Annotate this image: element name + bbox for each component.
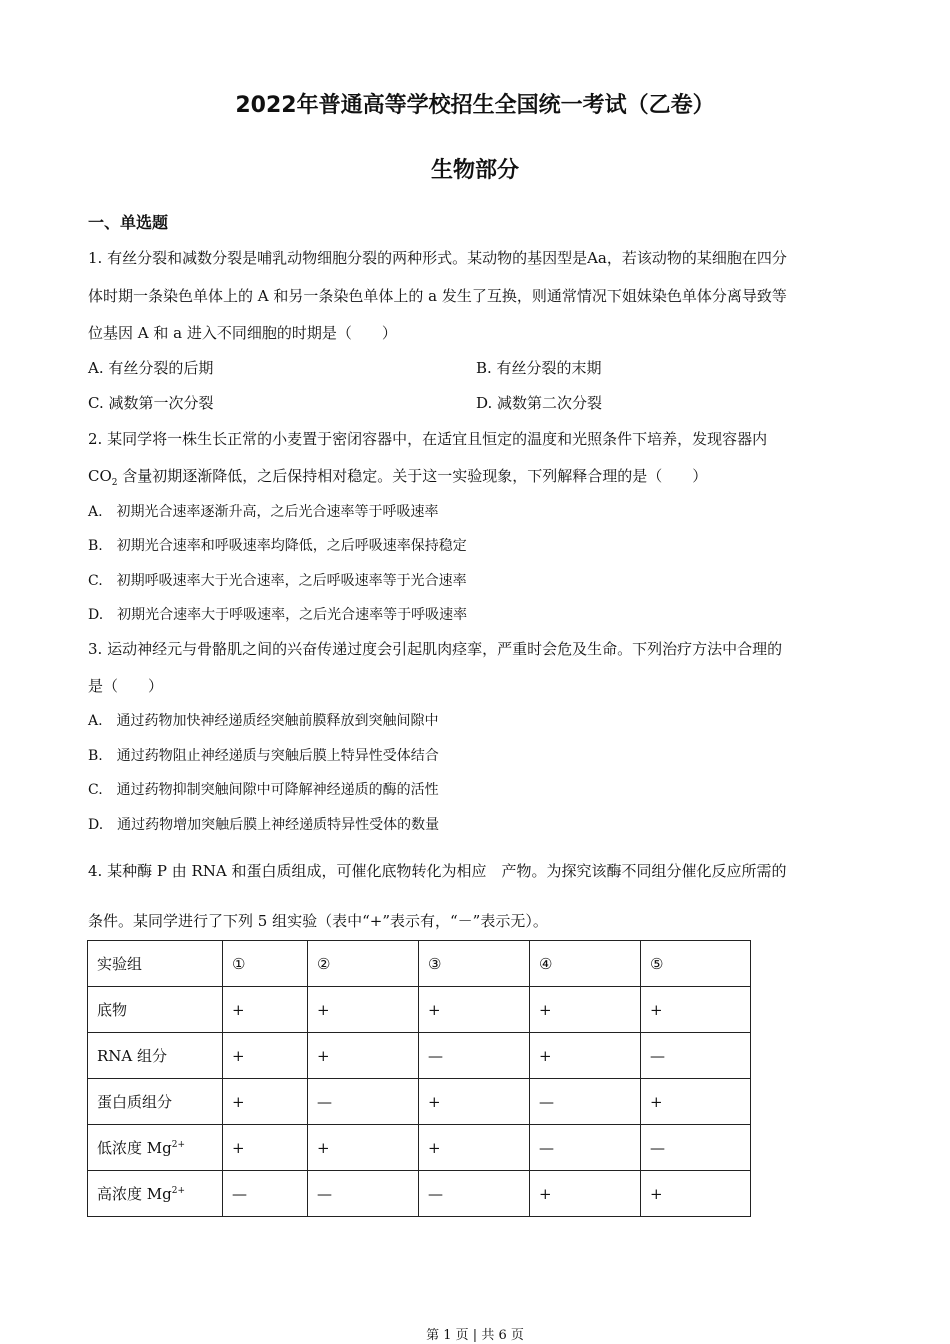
q1-line-3: 位基因 A 和 a 进入不同细胞的时期是（ ） bbox=[88, 324, 397, 342]
table-cell: + bbox=[641, 1079, 751, 1125]
q1-line-2: 体时期一条染色单体上的 A 和另一条染色单体上的 a 发生了互换，则通常情况下姐妹染色单体分离导致等 bbox=[88, 287, 787, 305]
q4-line-1: 4. 某种酶 P 由 RNA 和蛋白质组成，可催化底物转化为相应 产物。为探究该酶不同组分催化反应所需的 bbox=[88, 862, 787, 880]
row-label bbox=[88, 1033, 223, 1079]
table-header-row bbox=[88, 941, 751, 987]
table-header-cell: ② bbox=[308, 941, 419, 987]
row-label-text: 蛋白质组分 bbox=[97, 1093, 173, 1111]
table-header-cell: ⑤ bbox=[641, 941, 751, 987]
table-cell: — bbox=[419, 1033, 530, 1079]
table-cell: — bbox=[419, 1171, 530, 1217]
q1-option-d[interactable]: D. 减数第二次分裂 bbox=[476, 394, 603, 412]
table-header-cell: 实验组 bbox=[88, 941, 223, 987]
row-label-sup: 2+ bbox=[171, 1186, 186, 1196]
q3-option-b[interactable]: B. 通过药物阻止神经递质与突触后膜上特异性受体结合 bbox=[88, 748, 439, 764]
q2-option-a[interactable]: A. 初期光合速率逐渐升高，之后光合速率等于呼吸速率 bbox=[88, 504, 439, 520]
table-cell: + bbox=[223, 1079, 308, 1125]
table-cell: + bbox=[530, 987, 641, 1033]
row-label-text: RNA 组分 bbox=[97, 1047, 168, 1065]
q2-line-2-rest: 含量初期逐渐降低，之后保持相对稳定。关于这一实验现象，下列解释合理的是（ ） bbox=[117, 467, 708, 485]
q1-option-c[interactable]: C. 减数第一次分裂 bbox=[88, 394, 214, 412]
page-footer: 第 1 页 | 共 6 页 bbox=[426, 1328, 524, 1343]
table-row bbox=[88, 1125, 751, 1171]
row-label bbox=[88, 1125, 223, 1171]
table-cell: + bbox=[223, 987, 308, 1033]
table-cell: + bbox=[223, 1125, 308, 1171]
q3-line-1: 3. 运动神经元与骨骼肌之间的兴奋传递过度会引起肌肉痉挛，严重时会危及生命。下列治疗方法中合理的 bbox=[88, 640, 783, 658]
table-cell: + bbox=[223, 1033, 308, 1079]
q2-option-d[interactable]: D. 初期光合速率大于呼吸速率，之后光合速率等于呼吸速率 bbox=[88, 607, 468, 623]
row-label-sup: 2+ bbox=[171, 1140, 186, 1150]
table-row bbox=[88, 1171, 751, 1217]
table-row bbox=[88, 1033, 751, 1079]
co-text: CO bbox=[88, 467, 112, 485]
row-label-text: 底物 bbox=[97, 1001, 128, 1019]
table-cell: + bbox=[419, 987, 530, 1033]
q2-option-b[interactable]: B. 初期光合速率和呼吸速率均降低，之后呼吸速率保持稳定 bbox=[88, 538, 467, 554]
q3-line-2: 是（ ） bbox=[88, 677, 164, 695]
table-cell: — bbox=[641, 1033, 751, 1079]
table-cell: — bbox=[223, 1171, 308, 1217]
row-label bbox=[88, 1171, 223, 1217]
table-cell: — bbox=[641, 1125, 751, 1171]
table-cell: + bbox=[641, 987, 751, 1033]
q2-option-c[interactable]: C. 初期呼吸速率大于光合速率，之后呼吸速率等于光合速率 bbox=[88, 573, 467, 589]
q1-option-a[interactable]: A. 有丝分裂的后期 bbox=[88, 359, 214, 377]
q2-line-2 bbox=[88, 465, 707, 488]
q3-option-c[interactable]: C. 通过药物抑制突触间隙中可降解神经递质的酶的活性 bbox=[88, 782, 439, 798]
row-label-text: 低浓度 Mg bbox=[97, 1139, 172, 1157]
q1-option-b[interactable]: B. 有丝分裂的末期 bbox=[476, 359, 602, 377]
row-label bbox=[88, 987, 223, 1033]
table-header-cell: ① bbox=[223, 941, 308, 987]
q4-line-2: 条件。某同学进行了下列 5 组实验（表中“+”表示有，“－”表示无）。 bbox=[88, 912, 548, 930]
table-cell: — bbox=[530, 1079, 641, 1125]
table-cell: — bbox=[308, 1079, 419, 1125]
table-row bbox=[88, 1079, 751, 1125]
table-cell: + bbox=[641, 1171, 751, 1217]
table-cell: — bbox=[308, 1171, 419, 1217]
row-label bbox=[88, 1079, 223, 1125]
experiment-table bbox=[87, 940, 751, 1217]
table-cell: + bbox=[308, 987, 419, 1033]
section-heading: 一、单选题 bbox=[88, 213, 169, 232]
q2-line-1: 2. 某同学将一株生长正常的小麦置于密闭容器中，在适宜且恒定的温度和光照条件下培养，发现容器内 bbox=[88, 430, 768, 448]
row-label-text: 高浓度 Mg bbox=[97, 1185, 172, 1203]
table-cell: + bbox=[419, 1079, 530, 1125]
table-cell: + bbox=[308, 1125, 419, 1171]
q3-option-a[interactable]: A. 通过药物加快神经递质经突触前膜释放到突触间隙中 bbox=[88, 713, 439, 729]
co-subscript: 2 bbox=[111, 478, 118, 488]
table-cell: + bbox=[308, 1033, 419, 1079]
table-row bbox=[88, 987, 751, 1033]
table-cell: + bbox=[530, 1033, 641, 1079]
table-cell: — bbox=[530, 1125, 641, 1171]
table-header-cell: ③ bbox=[419, 941, 530, 987]
q3-option-d[interactable]: D. 通过药物增加突触后膜上神经递质特异性受体的数量 bbox=[88, 817, 440, 833]
table-cell: + bbox=[419, 1125, 530, 1171]
table-header-cell: ④ bbox=[530, 941, 641, 987]
exam-title: 2022年普通高等学校招生全国统一考试（乙卷） bbox=[235, 93, 715, 118]
exam-subtitle: 生物部分 bbox=[430, 158, 519, 183]
table-cell: + bbox=[530, 1171, 641, 1217]
q1-line-1: 1. 有丝分裂和减数分裂是哺乳动物细胞分裂的两种形式。某动物的基因型是Aa，若该动物的某细胞在四分 bbox=[88, 249, 787, 267]
